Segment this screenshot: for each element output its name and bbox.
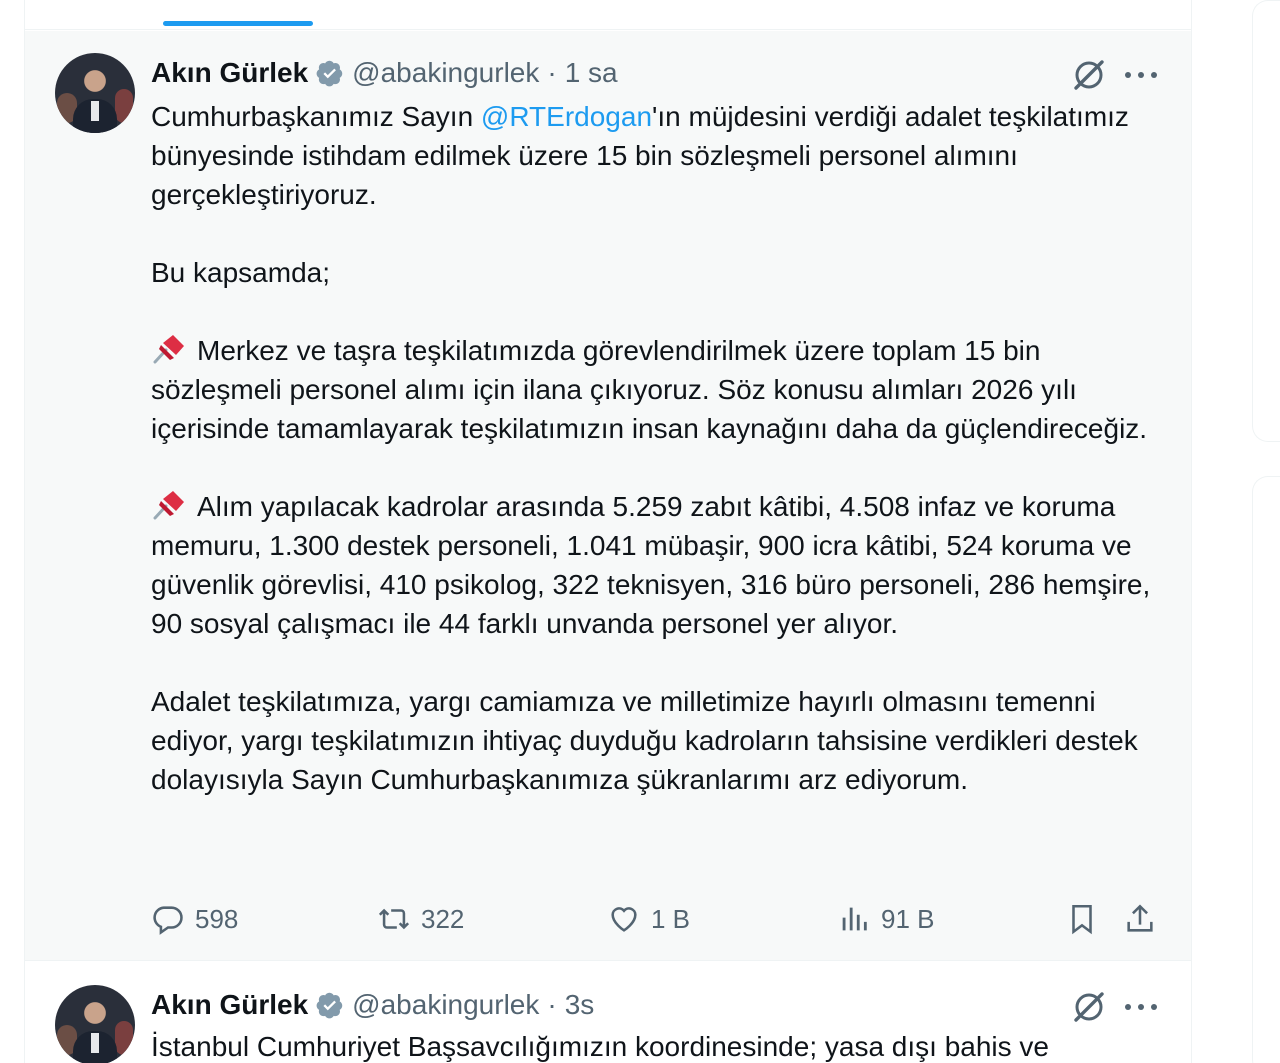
tweet[interactable] [25, 963, 1191, 1063]
tweet-header [151, 55, 618, 91]
avatar[interactable] [55, 985, 135, 1063]
tweet[interactable] [25, 31, 1191, 961]
tweet-paragraph: İstanbul Cumhuriyet Başsavcılığımızın koordinesinde; yasa dışı bahis ve [151, 1031, 1049, 1062]
tweet-paragraph: Bu kapsamda; [151, 257, 330, 288]
like-button[interactable] [607, 897, 690, 941]
verified-badge-icon[interactable] [316, 59, 344, 87]
pushpin-icon [151, 488, 187, 520]
tab-bar[interactable] [25, 0, 1191, 30]
tweet-timestamp[interactable]: 1 sa [564, 57, 618, 88]
pushpin-icon [151, 332, 187, 364]
bookmark-button[interactable] [1065, 897, 1099, 941]
reply-icon [151, 902, 185, 936]
views-button[interactable] [837, 897, 935, 941]
verified-badge-icon[interactable] [316, 991, 344, 1019]
mention-link[interactable]: @RTErdogan [480, 101, 653, 132]
tweet-paragraph: Cumhurbaşkanımız Sayın @RTErdogan'ın müjdesini verdiği adalet teşkilatımız bünyesinde istihdam edilmek üzere 15 bin sözleşmeli personel alımını gerçekleştiriyoruz. [151, 101, 1129, 210]
avatar-shirt [91, 101, 99, 121]
reply-button[interactable] [151, 897, 238, 941]
timeline-column [24, 0, 1192, 1063]
sidebar-card [1252, 476, 1280, 1063]
repost-icon [377, 902, 411, 936]
sidebar-card [1252, 0, 1280, 442]
tweet-text [151, 1027, 1171, 1063]
avatar-background-figure [115, 89, 133, 123]
share-icon [1123, 902, 1157, 936]
tweet-paragraph: Merkez ve taşra teşkilatımızda görevlendirilmek üzere toplam 15 bin sözleşmeli personel alımı için ilana çıkıyoruz. Söz konusu alımları 2026 yılı içerisinde tamamlayarak teşkilatımızın insan kaynağını daha da güçlendireceğiz. [151, 331, 1171, 448]
tweet-paragraph: Adalet teşkilatımıza, yargı camiamıza ve milletimize hayırlı olmasını temenni ediyor, yargı teşkilatımızın ihtiyaç duyduğu kadroların tahsisine verdikleri destek dolayısıyla Sayın Cumhurbaşkanımıza şükranlarımı arz ediyorum. [151, 686, 1138, 795]
share-button[interactable] [1123, 897, 1157, 941]
tweet-paragraph: Alım yapılacak kadrolar arasında 5.259 zabıt kâtibi, 4.508 infaz ve koruma memuru, 1.300 destek personeli, 1.041 mübaşir, 900 icra kâtibi, 524 koruma ve güvenlik görevlisi, 410 psikolog, 322 teknisyen, 316 büro personeli, 286 hemşire, 90 sosyal çalışmacı ile 44 farklı unvanda personel yer alıyor. [151, 487, 1171, 643]
author-handle[interactable]: @abakingurlek [352, 57, 540, 88]
tweet-text [151, 97, 1171, 799]
author-name[interactable]: Akın Gürlek [151, 989, 309, 1020]
bookmark-icon [1065, 902, 1099, 936]
avatar-background-figure [115, 1021, 133, 1055]
tweet-header [151, 987, 594, 1023]
views-count: 91 B [881, 903, 935, 934]
grok-icon[interactable] [1071, 989, 1107, 1025]
reply-count: 598 [195, 903, 239, 934]
like-count: 1 B [651, 903, 691, 934]
grok-icon[interactable] [1071, 57, 1107, 93]
more-icon[interactable] [1125, 993, 1157, 1021]
heart-icon [607, 902, 641, 936]
tweet-actions [151, 897, 1171, 941]
avatar[interactable] [55, 53, 135, 133]
repost-count: 322 [421, 903, 465, 934]
separator-dot: · [547, 57, 557, 88]
author-name[interactable]: Akın Gürlek [151, 57, 309, 88]
active-tab-indicator [163, 21, 313, 26]
author-handle[interactable]: @abakingurlek [352, 989, 540, 1020]
views-icon [837, 902, 871, 936]
repost-button[interactable] [377, 897, 464, 941]
separator-dot: · [547, 989, 557, 1020]
tweet-timestamp[interactable]: 3s [564, 989, 595, 1020]
more-icon[interactable] [1125, 61, 1157, 89]
avatar-shirt [91, 1033, 99, 1053]
